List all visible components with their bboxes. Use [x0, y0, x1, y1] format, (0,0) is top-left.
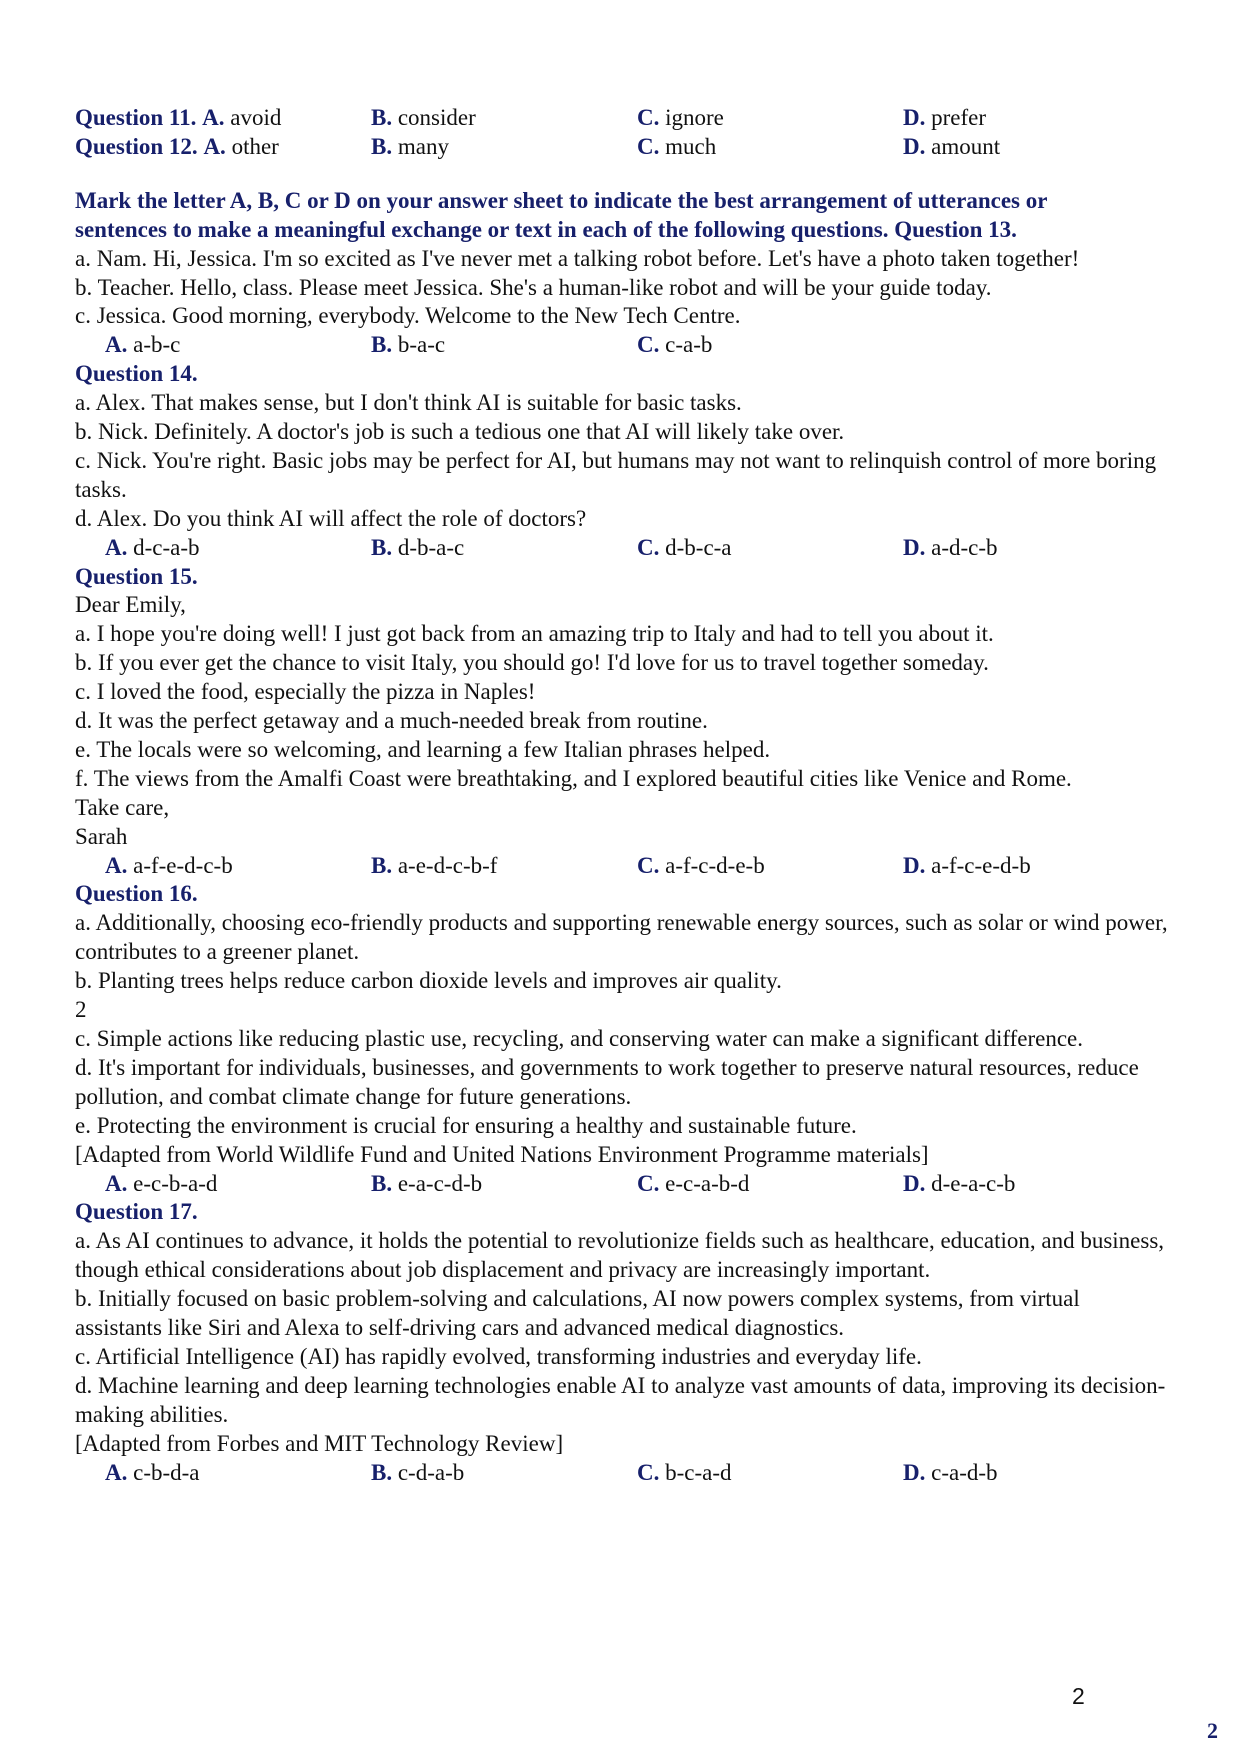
- q15-line: d. It was the perfect getaway and a much-needed break from routine.: [75, 708, 708, 734]
- q15-line: c. I loved the food, especially the pizza in Naples!: [75, 679, 536, 705]
- q13-option-b: b-a-c: [397, 332, 446, 358]
- q15-line: a. I hope you're doing well! I just got back from an amazing trip to Italy and had to tell you about it.: [75, 621, 994, 647]
- q16-line: a. Additionally, choosing eco-friendly products and supporting renewable energy sources, such as solar or wind power, contributes to a greener planet.: [75, 910, 1168, 965]
- q12-option-c: much: [665, 133, 717, 159]
- q13-line: c. Jessica. Good morning, everybody. Welcome to the New Tech Centre.: [75, 303, 741, 329]
- question-17-options: A. c-b-d-a B. c-d-a-b C. b-c-a-d D. c-a-d-b: [105, 1459, 998, 1485]
- q17-option-c: b-c-a-d: [665, 1459, 732, 1485]
- q16-line: e. Protecting the environment is crucial for ensuring a healthy and sustainable future.: [75, 1112, 857, 1138]
- q12-option-d: amount: [931, 133, 1001, 159]
- question-13-options: A. a-b-c B. b-a-c C. c-a-b: [105, 332, 713, 358]
- question-14-options: A. d-c-a-b B. d-b-a-c C. d-b-c-a D. a-d-c-b: [105, 534, 998, 560]
- q13-option-c: c-a-b: [665, 332, 713, 358]
- q16-line: 2: [75, 997, 87, 1023]
- q13-line: a. Nam. Hi, Jessica. I'm so excited as I've never met a talking robot before. Let's have a photo taken together!: [75, 245, 1080, 271]
- question-12-options: Question 12. A. other B. many C. much D. amount: [75, 133, 1001, 159]
- q15-line: Dear Emily,: [75, 592, 186, 618]
- q15-line: e. The locals were so welcoming, and learning a few Italian phrases helped.: [75, 736, 771, 762]
- question-12-label: Question 12.: [75, 133, 198, 159]
- q12-option-b: many: [397, 133, 449, 159]
- q16-option-a: e-c-b-a-d: [133, 1170, 218, 1196]
- q14-option-c: d-b-c-a: [665, 534, 732, 560]
- q11-option-a: avoid: [230, 105, 282, 130]
- question-11-label: Question 11.: [75, 105, 197, 130]
- q16-option-c: e-c-a-b-d: [665, 1170, 750, 1196]
- q12-option-a: other: [231, 133, 279, 159]
- q17-option-b: c-d-a-b: [397, 1459, 465, 1485]
- q17-line: c. Artificial Intelligence (AI) has rapidly evolved, transforming industries and everyday life.: [75, 1343, 922, 1369]
- q17-line: d. Machine learning and deep learning technologies enable AI to analyze vast amounts of data, improving its decision-making abilities.: [75, 1372, 1166, 1427]
- q16-line: b. Planting trees helps reduce carbon dioxide levels and improves air quality.: [75, 968, 782, 994]
- question-16-label: Question 16.: [75, 881, 198, 907]
- q15-option-b: a-e-d-c-b-f: [397, 852, 498, 878]
- q17-line: [Adapted from Forbes and MIT Technology Review]: [75, 1430, 564, 1456]
- section-instruction: Mark the letter A, B, C or D on your answer sheet to indicate the best arrangement of utterances or sentences to make a meaningful exchange or text in each of the following questions. Question 13.: [75, 187, 1048, 242]
- question-17-label: Question 17.: [75, 1199, 198, 1225]
- q17-option-d: c-a-d-b: [931, 1459, 998, 1485]
- q11-option-b: consider: [397, 105, 476, 130]
- page-number-corner: 2: [1207, 1718, 1218, 1743]
- question-15-options: A. a-f-e-d-c-b B. a-e-d-c-b-f C. a-f-c-d-e-b D. a-f-c-e-d-b: [105, 852, 1031, 878]
- q14-line: d. Alex. Do you think AI will affect the role of doctors?: [75, 505, 587, 531]
- q14-option-d: a-d-c-b: [931, 534, 998, 560]
- q15-line: Take care,: [75, 794, 170, 820]
- page-number: 2: [1072, 1683, 1085, 1709]
- q16-option-d: d-e-a-c-b: [931, 1170, 1016, 1196]
- question-14-label: Question 14.: [75, 361, 198, 387]
- q17-option-a: c-b-d-a: [133, 1459, 200, 1485]
- q15-line: b. If you ever get the chance to visit Italy, you should go! I'd love for us to travel together someday.: [75, 650, 989, 676]
- q16-line: d. It's important for individuals, businesses, and governments to work together to preserve natural resources, reduce pollution, and combat climate change for future generations.: [75, 1054, 1139, 1109]
- q15-option-d: a-f-c-e-d-b: [931, 852, 1031, 878]
- q13-line: b. Teacher. Hello, class. Please meet Jessica. She's a human-like robot and will be your guide today.: [75, 274, 992, 300]
- q17-line: a. As AI continues to advance, it holds the potential to revolutionize fields such as healthcare, education, and business, though ethical considerations about job displacement and privacy are increasingly important.: [75, 1228, 1165, 1283]
- q14-line: a. Alex. That makes sense, but I don't think AI is suitable for basic tasks.: [75, 390, 742, 416]
- q16-line: c. Simple actions like reducing plastic use, recycling, and conserving water can make a significant difference.: [75, 1026, 1084, 1052]
- q14-option-b: d-b-a-c: [397, 534, 465, 560]
- q16-line: [Adapted from World Wildlife Fund and United Nations Environment Programme materials]: [75, 1141, 929, 1167]
- q14-line: b. Nick. Definitely. A doctor's job is such a tedious one that AI will likely take over.: [75, 419, 845, 445]
- q15-line: Sarah: [75, 823, 128, 849]
- q11-option-c: ignore: [665, 105, 724, 130]
- q16-option-b: e-a-c-d-b: [397, 1170, 483, 1196]
- exam-page: [75, 104, 1175, 1487]
- q14-line: c. Nick. You're right. Basic jobs may be perfect for AI, but humans may not want to relinquish control of more boring tasks.: [75, 447, 1157, 502]
- question-16-options: A. e-c-b-a-d B. e-a-c-d-b C. e-c-a-b-d D. d-e-a-c-b: [105, 1170, 1016, 1196]
- q14-option-a: d-c-a-b: [133, 534, 200, 560]
- question-11-options: Question 11. A. avoid B. consider C. ignore D. prefer: [75, 105, 987, 130]
- q15-option-c: a-f-c-d-e-b: [665, 852, 765, 878]
- question-15-label: Question 15.: [75, 563, 198, 589]
- q11-option-d: prefer: [931, 105, 987, 130]
- q13-option-a: a-b-c: [133, 332, 181, 358]
- q17-line: b. Initially focused on basic problem-solving and calculations, AI now powers complex systems, from virtual assistants like Siri and Alexa to self-driving cars and advanced medical diagnostics.: [75, 1286, 1080, 1341]
- q15-option-a: a-f-e-d-c-b: [133, 852, 233, 878]
- q15-line: f. The views from the Amalfi Coast were breathtaking, and I explored beautiful cities like Venice and Rome.: [75, 765, 1072, 791]
